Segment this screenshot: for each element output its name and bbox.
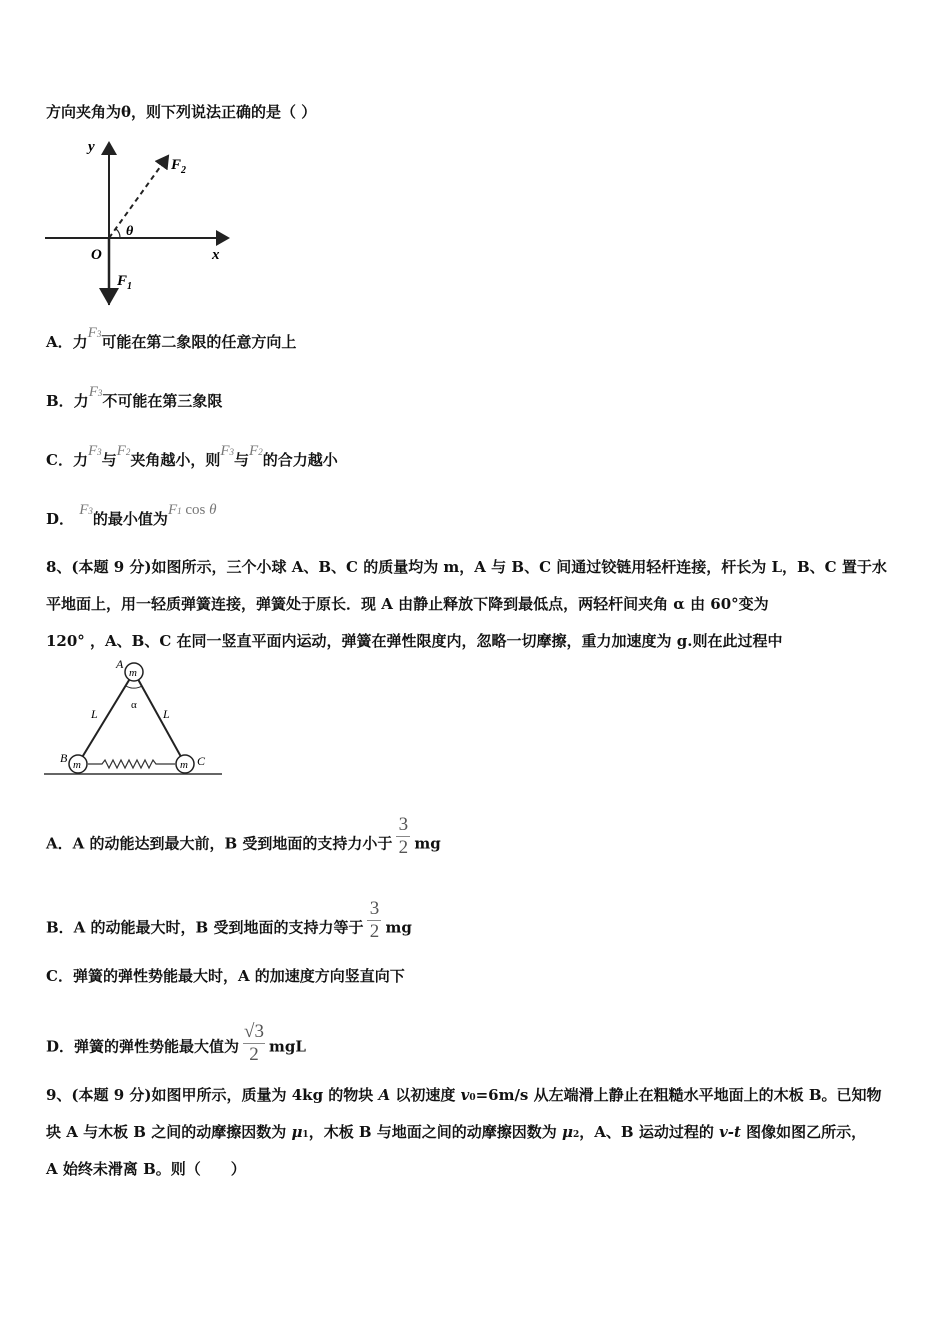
q7-stem: 方向夹角为θ，则下列说法正确的是（ ） [46,103,317,121]
q8-stem-line-2: 平地面上，用一轻质弹簧连接，弹簧处于原长．现 A 由静止释放下降到最低点，两轻杆间夹角 α 由 60°变为 [46,595,769,613]
q7-option-b[interactable]: B．力F3不可能在第三象限 [46,384,223,410]
q8-option-b[interactable]: B．A 的动能最大时，B 受到地面的支持力等于 $\frac{3}{2}$ mg [46,898,412,942]
label-alpha: α [131,699,137,711]
y-label: y [88,139,95,155]
label-l-left: L [91,707,98,721]
q9-stem-line-3: A 始终未滑离 B。则（ ） [46,1160,246,1178]
origin-label: O [91,247,102,263]
f1-label: $F_1$ [117,273,133,292]
label-b: B [60,751,68,765]
theta-arc [116,229,120,238]
q8-option-a[interactable]: A．A 的动能达到最大前，B 受到地面的支持力小于 $\frac{3}{2}$ mg [46,814,441,858]
ball-c-mass: m [180,759,188,771]
fraction: $\frac{√3}{2}$ [244,1021,264,1065]
q8-option-c[interactable]: C．弹簧的弹性势能最大时，A 的加速度方向竖直向下 [46,967,405,985]
ball-rod-diagram [40,656,230,776]
ball-a-mass: m [129,667,137,679]
q8-stem-line-3: 120° ，A、B、C 在同一竖直平面内运动，弹簧在弹性限度内，忽略一切摩擦，重力加速度为 g.则在此过程中 [46,632,783,650]
q8-stem-line-1: 8、(本题 9 分)如图所示，三个小球 A、B、C 的质量均为 m，A 与 B、C 间通过铰链用轻杆连接，杆长为 L，B、C 置于水 [46,558,887,576]
q7-option-d[interactable]: D． F3的最小值为F1 cos θ [46,502,217,528]
q9-stem-line-1: 9、(本题 9 分)如图甲所示，质量为 4kg 的物块 A 以初速度 v0=6m/s 从左端滑上静止在粗糙水平地面上的木板 B。已知物 [46,1086,882,1104]
fraction: $\frac{3}{2}$ [367,898,381,943]
label-l-right: L [163,707,170,721]
f2-vector [109,156,168,238]
q9-stem-line-2: 块 A 与木板 B 之间的动摩擦因数为 μ1，木板 B 与地面之间的动摩擦因数为 μ2，A、B 运动过程的 v-t 图像如图乙所示， [46,1123,867,1141]
f2-label: $F_2$ [171,157,187,176]
label-c: C [197,754,206,768]
spring [88,760,175,768]
fraction: $\frac{3}{2}$ [396,814,410,859]
x-label: x [212,247,220,263]
alpha-arc [126,686,142,688]
rod-ab [78,672,134,764]
q7-option-c[interactable]: C．力F3与F2夹角越小，则F3与F2的合力越小 [46,443,338,469]
q7-option-a[interactable]: A．力F3可能在第二象限的任意方向上 [46,325,297,351]
ball-b-mass: m [73,759,81,771]
theta-label: θ [126,224,134,239]
force-diagram [40,135,240,310]
label-a: A [116,657,124,671]
q8-option-d[interactable]: D．弹簧的弹性势能最大值为 $\frac{√3}{2}$ mgL [46,1021,306,1065]
